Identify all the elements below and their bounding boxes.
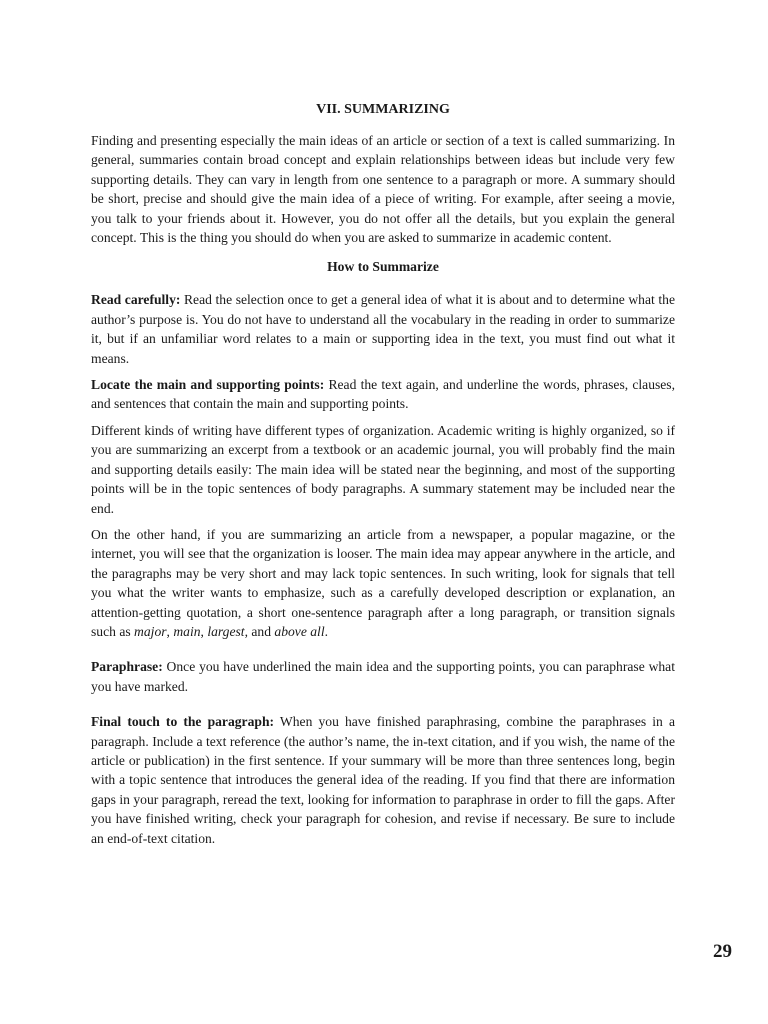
final-touch-paragraph — [91, 712, 675, 848]
paraphrase-paragraph — [91, 657, 675, 696]
different-kinds-paragraph: Different kinds of writing have different types of organization. Academic writing is highly organized, so if you are summarizing an excerpt from a textbook or an academic journal, you will probably find the main and supporting details easily: The main idea will be stated near the beginning, and most of the supporting points will be in the topic sentences of body paragraphs. A summary statement may be included near the end. — [91, 422, 675, 516]
paraphrase-label: Paraphrase: — [91, 659, 163, 675]
signal-word-major: major — [134, 623, 167, 639]
page-number: 29 — [713, 941, 732, 962]
read-carefully-label: Read carefully: — [91, 292, 181, 308]
sentence-end: . — [324, 623, 329, 639]
other-hand-text: On the other hand, if you are summarizing an article from a newspaper, a popular magazine, or the internet, you will see that the organization is looser. The main idea may appear anywhere in the article, and the paragraphs may be very short and may lack topic sentences. In such writing, look for signals that tell you what the writer wants to emphasize, such as a carefully developed description or explanation, an attention-getting quotation, a short one-sentence paragraph after a long paragraph, or transition signals such as — [91, 526, 675, 639]
other-hand-paragraph — [91, 525, 675, 641]
final-touch-text: When you have finished paraphrasing, combine the paraphrases in a paragraph. Include a text reference (the author’s name, the in-text citation, and if you wish, the name of the article or publication) in the first sentence. If your summary will be more than three sentences long, begin with a topic sentence that introduces the general idea of the reading. If you find that there are information gaps in your paragraph, reread the text, looking for information to paraphrase in order to fill the gaps. After you have finished writing, check your paragraph for cohesion, and revise if necessary. Be sure to include an end-of-text citation. — [91, 714, 675, 846]
locate-points-paragraph — [91, 375, 675, 414]
read-carefully-paragraph — [91, 290, 675, 368]
read-carefully-text: Read the selection once to get a general idea of what it is about and to determine what the author’s purpose is. You do not have to understand all the vocabulary in the reading in order to summarize it, but if an unfamiliar word relates to a main or supporting idea in the text, you must find out what it means. — [91, 292, 675, 366]
signal-word-main: main — [173, 623, 201, 639]
paraphrase-text: Once you have underlined the main idea and the supporting points, you can paraphrase what you have marked. — [91, 659, 675, 694]
final-touch-label: Final touch to the paragraph: — [91, 714, 275, 730]
section-title: VII. SUMMARIZING — [316, 102, 450, 117]
subheading: How to Summarize — [327, 259, 439, 275]
page-content — [91, 100, 675, 848]
separator: , — [200, 623, 208, 639]
locate-points-text: Read the text again, and underline the words, phrases, clauses, and sentences that contain the main and supporting points. — [91, 377, 675, 412]
signal-word-above-all: above all — [274, 623, 325, 639]
separator: , and — [244, 623, 275, 639]
intro-paragraph: Finding and presenting especially the main ideas of an article or section of a text is called summarizing. In general, summaries contain broad concept and explain relationships between ideas but include very few supporting details. They can vary in length from one sentence to a paragraph or more. A summary should be short, precise and should give the main idea of a piece of writing. For example, after seeing a movie, you talk to your friends about it. However, you do not offer all the details, but you explain the general concept. This is the thing you should do when you are asked to summarize in academic content. — [91, 133, 675, 246]
signal-word-largest: largest — [207, 623, 245, 639]
separator: , — [166, 623, 174, 639]
locate-points-label: Locate the main and supporting points: — [91, 377, 325, 393]
